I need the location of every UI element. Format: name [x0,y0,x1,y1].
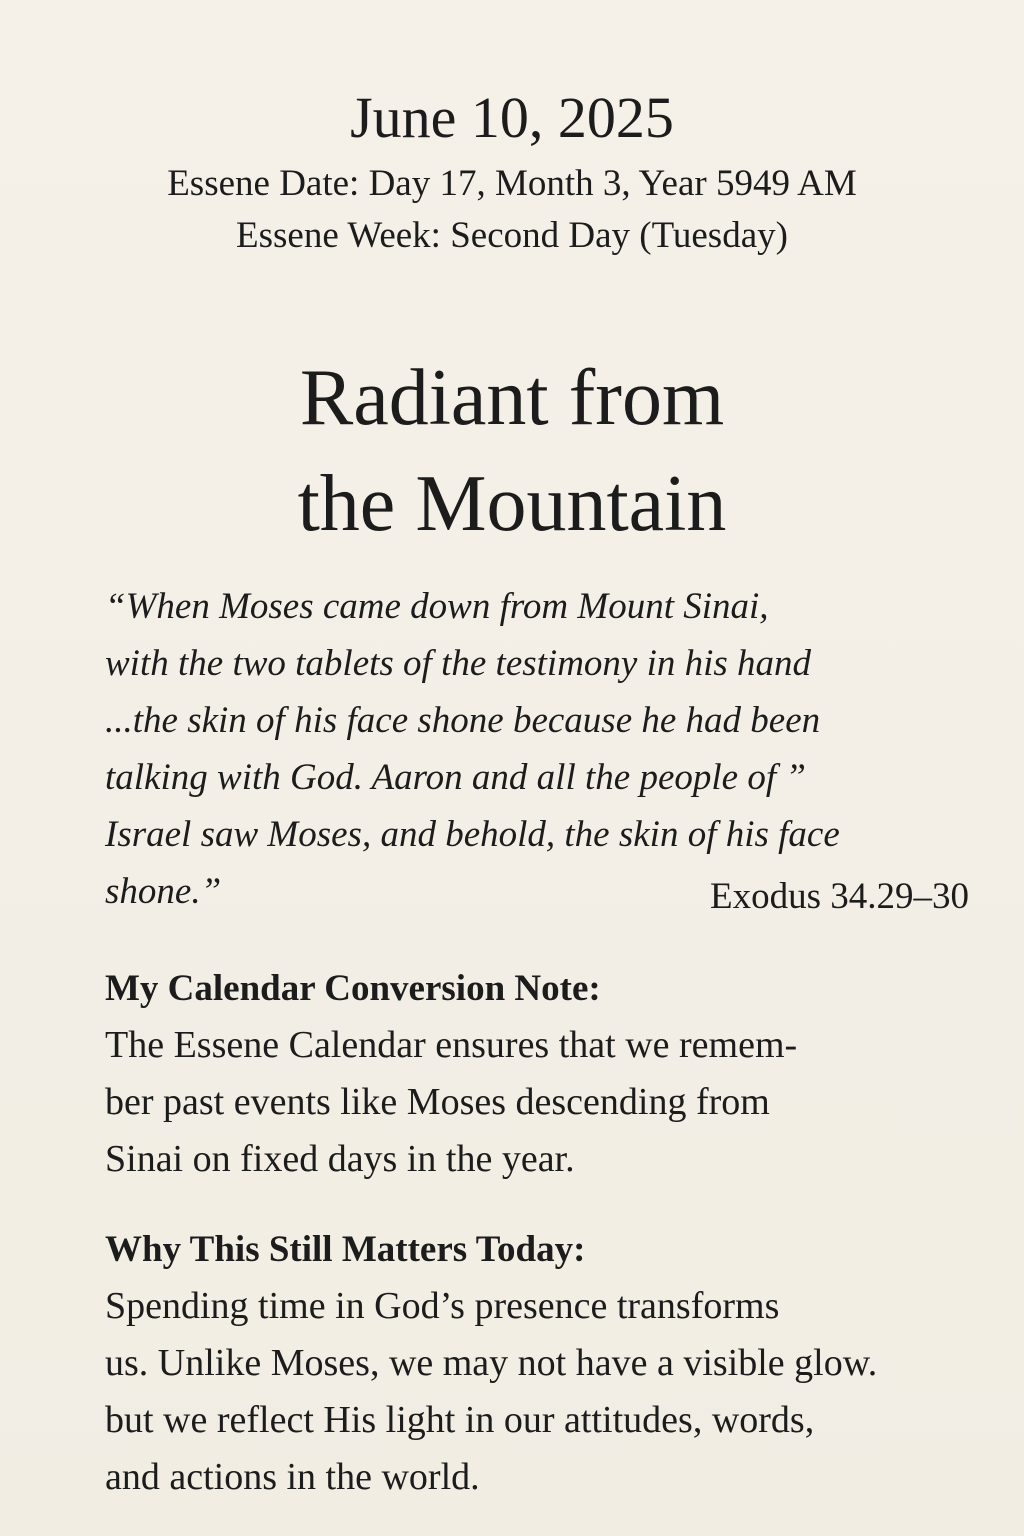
scripture-reference: Exodus 34.29–30 [710,876,969,917]
date-header [0,78,1024,262]
quote-line: with the two tablets of the testimony in his hand [105,643,812,684]
why-matters-heading: Why This Still Matters Today: [105,1229,586,1270]
gregorian-date: June 10, 2025 [350,85,674,150]
calendar-note-section [105,960,985,1188]
title-line-2: the Mountain [297,460,727,548]
quote-line: “When Moses came down from Mount Sinai, [105,586,769,627]
quote-line: shone.” [105,871,222,912]
page-title [0,345,1024,557]
quote-line: ...the skin of his face shone because he had been [105,700,821,741]
calendar-note-line: Sinai on fixed days in the year. [105,1138,575,1180]
title-line-1: Radiant from [299,354,725,442]
quote-line: Israel saw Moses, and behold, the skin of his face [105,814,840,855]
why-matters-line: but we reflect His light in our attitudes, words, [105,1399,815,1441]
calendar-note-heading: My Calendar Conversion Note: [105,968,601,1009]
calendar-note-line: ber past events like Moses descending from [105,1081,770,1123]
why-matters-line: Spending time in God’s presence transforms [105,1285,780,1327]
essene-week: Essene Week: Second Day (Tuesday) [236,215,788,256]
why-matters-section [105,1221,985,1506]
essene-date: Essene Date: Day 17, Month 3, Year 5949 AM [167,163,857,204]
calendar-note-line: The Essene Calendar ensures that we remem- [105,1024,798,1066]
why-matters-line: and actions in the world. [105,1456,480,1498]
quote-line: talking with God. Aaron and all the people of ” [105,757,806,798]
why-matters-line: us. Unlike Moses, we may not have a visible glow. [105,1342,878,1384]
